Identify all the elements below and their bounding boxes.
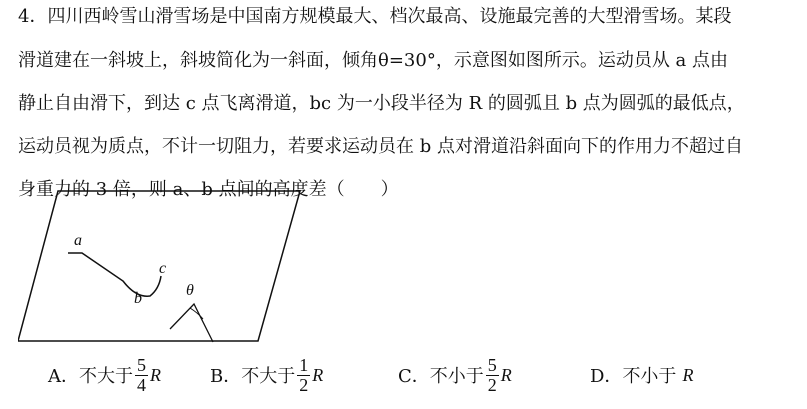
slope-diagram xyxy=(18,186,318,346)
choice-d-unit: R xyxy=(682,364,694,385)
choice-b-letter: B． xyxy=(210,366,242,387)
choice-b-fraction xyxy=(297,356,310,395)
label-a: a xyxy=(74,232,82,249)
choice-c-text: 不小于 xyxy=(429,366,484,387)
question-line-5: 身重力的 3 倍，则 a、b 点间的高度差（ ） xyxy=(18,179,399,200)
label-theta: θ xyxy=(186,282,194,299)
choice-b-numerator: 1 xyxy=(299,354,309,375)
question-line-1: 4．四川西岭雪山滑雪场是中国南方规模最大、档次最高、设施最完善的大型滑雪场。某段 xyxy=(18,6,732,27)
choice-b[interactable] xyxy=(210,350,323,400)
label-c: c xyxy=(159,260,167,277)
choice-c[interactable] xyxy=(398,350,512,400)
choice-a-fraction xyxy=(135,356,148,395)
question-line-2: 滑道建在一斜坡上，斜坡简化为一斜面，倾角θ=30°，示意图如图所示。运动员从 a 点由 xyxy=(18,50,728,71)
choice-d[interactable] xyxy=(590,350,693,400)
question-line-3: 静止自由滑下，到达 c 点飞离滑道，bc 为一小段半径为 R 的圆弧且 b 点为圆弧的最低点， xyxy=(18,93,745,114)
angle-wedge xyxy=(170,304,213,342)
slope-svg xyxy=(18,186,318,346)
choice-c-fraction xyxy=(486,356,499,395)
choice-c-unit: R xyxy=(500,364,512,385)
choice-c-denominator: 2 xyxy=(487,374,497,395)
choice-d-text: 不小于 xyxy=(622,366,677,387)
label-b: b xyxy=(134,290,142,307)
choice-a[interactable] xyxy=(48,350,161,400)
choice-a-unit: R xyxy=(150,364,161,385)
choice-a-numerator: 5 xyxy=(137,354,146,375)
choice-c-letter: C． xyxy=(398,366,430,387)
choice-a-text: 不大于 xyxy=(79,366,133,387)
choice-a-denominator: 4 xyxy=(137,374,146,395)
choice-b-text: 不大于 xyxy=(241,366,296,387)
ski-track xyxy=(68,253,161,296)
question-line-4: 运动员视为质点，不计一切阻力，若要求运动员在 b 点对滑道沿斜面向下的作用力不超过自 xyxy=(18,136,743,157)
choice-a-letter: A． xyxy=(48,366,79,387)
answer-choices xyxy=(0,350,807,400)
choice-b-unit: R xyxy=(312,364,324,385)
choice-d-letter: D． xyxy=(590,366,623,387)
choice-c-numerator: 5 xyxy=(487,354,497,375)
choice-b-denominator: 2 xyxy=(299,374,309,395)
